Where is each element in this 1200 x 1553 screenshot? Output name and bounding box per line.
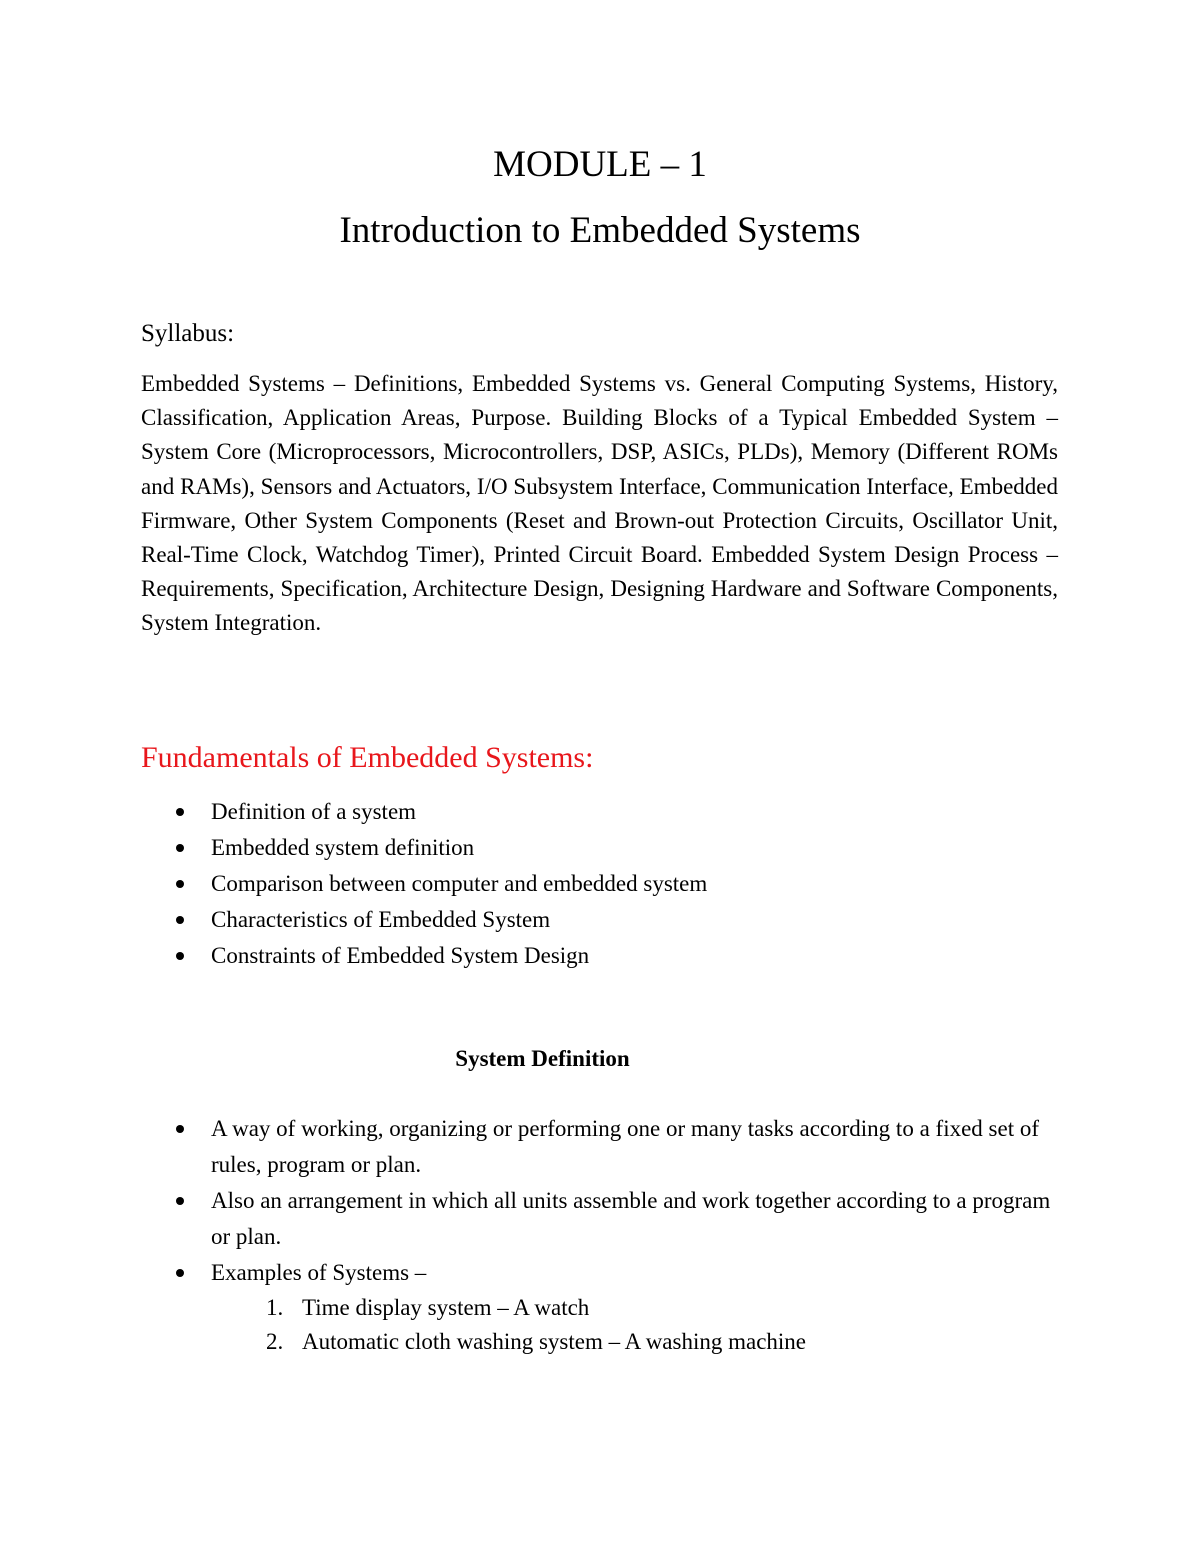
bullet-icon	[176, 808, 184, 816]
numbered-item-text: Time display system – A watch	[302, 1295, 590, 1320]
bullet-icon	[176, 880, 184, 888]
list-item-text: Comparison between computer and embedded system	[211, 871, 708, 896]
syllabus-text: Embedded Systems – Definitions, Embedded Systems vs. General Computing Systems, History, Classification, Application Areas, Purpose. Building Blocks of a Typical Embedded System – System Core (Microprocessors, Microcontrollers, DSP, ASICs, PLDs), Memory (Different ROMs and RAMs), Sensors and Actuators, I/O Subsystem Interface, Communication Interface, Embedded Firmware, Other System Components (Reset and Brown-out Protection Circuits, Oscillator Unit, Real-Time Clock, Watchdog Timer), Printed Circuit Board. Embedded System Design Process – Requirements, Specification, Architecture Design, Designing Hardware and Software Components, System Integration.	[141, 371, 1058, 636]
list-item-text: Characteristics of Embedded System	[211, 907, 551, 932]
page-title: Introduction to Embedded Systems	[339, 210, 861, 251]
bullet-icon	[176, 1197, 184, 1205]
list-item	[141, 902, 1058, 938]
list-item	[141, 938, 1058, 974]
fundamentals-list	[141, 794, 1058, 974]
list-item	[141, 1183, 1058, 1255]
syllabus-label: Syllabus:	[141, 320, 235, 347]
list-item-text: Embedded system definition	[211, 835, 475, 860]
list-item-text: A way of working, organizing or performing one or many tasks according to a fixed set of rules, program or plan.	[211, 1116, 1039, 1177]
list-item-text: Constraints of Embedded System Design	[211, 943, 590, 968]
list-item	[141, 1111, 1058, 1183]
list-item-text: Definition of a system	[211, 799, 417, 824]
list-item-text: Also an arrangement in which all units assemble and work together according to a program or plan.	[211, 1188, 1051, 1249]
list-item	[141, 866, 1058, 902]
bullet-icon	[176, 1269, 184, 1277]
system-definition-list	[141, 1111, 1058, 1359]
bullet-icon	[176, 952, 184, 960]
fundamentals-heading: Fundamentals of Embedded Systems:	[141, 741, 594, 774]
list-item	[141, 794, 1058, 830]
bullet-icon	[176, 916, 184, 924]
system-definition-heading: System Definition	[455, 1046, 630, 1071]
item-number: 1.	[266, 1295, 284, 1320]
numbered-item	[211, 1291, 1058, 1325]
list-item	[141, 830, 1058, 866]
list-item	[141, 1255, 1058, 1359]
numbered-item	[211, 1325, 1058, 1359]
bullet-icon	[176, 844, 184, 852]
numbered-item-text: Automatic cloth washing system – A washing machine	[302, 1329, 807, 1354]
examples-list	[211, 1291, 1058, 1359]
module-title: MODULE – 1	[493, 144, 707, 185]
bullet-icon	[176, 1125, 184, 1133]
list-item-text: Examples of Systems –	[211, 1260, 427, 1285]
item-number: 2.	[266, 1329, 284, 1354]
